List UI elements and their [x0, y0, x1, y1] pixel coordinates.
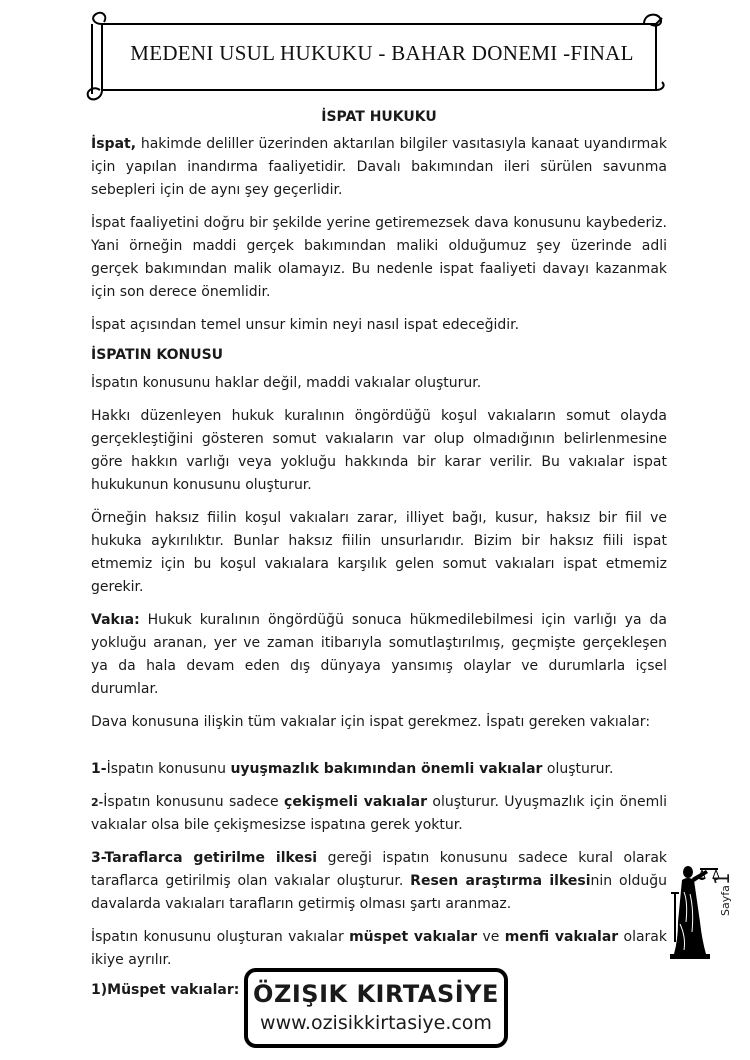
- document-title: MEDENI USUL HUKUKU - BAHAR DONEMI -FINAL: [130, 41, 634, 65]
- paragraph-konusu-2: Hakkı düzenleyen hukuk kuralının öngördüğü koşul vakıaların somut olayda gerçekleştiğini gösteren somut vakıaların var olup olmadığının belirlenmesine göre hakkın varlığı veya yokluğu hakkında bir karar verilir. Bu vakıalar ispat hukukunun konusunu oluşturur.: [91, 408, 667, 493]
- paragraph-konusu-5: Dava konusuna ilişkin tüm vakıalar için ispat gerekmez. İspatı gereken vakıalar:: [91, 714, 651, 730]
- footer-website: www.ozisikkirtasiye.com: [260, 1012, 492, 1034]
- paragraph-ispat-basic: İspat açısından temel unsur kimin neyi nasıl ispat edeceğidir.: [91, 317, 520, 333]
- list-item-3: 3-Taraflarca getirilme ilkesi gereği ispatın konusunu sadece kural olarak taraflarca getirilmiş olan vakıalar oluşturur. Resen araştırma ilkesinin olduğu davalarda vakıaları tarafların getirmiş olması şartı aranmaz.: [91, 850, 668, 912]
- footer-brand-box: [244, 968, 508, 1048]
- subheading-muspet-vakialar: 1)Müspet vakıalar:: [91, 982, 240, 998]
- term-ispat: İspat,: [91, 136, 137, 152]
- title-banner: [84, 10, 670, 102]
- list-item-2: 2-İspatın konusunu sadece çekişmeli vakıalar oluşturur. Uyuşmazlık için önemli vakıalar olsa bile çekişmesizse ispatına gerek yoktur.: [91, 794, 667, 833]
- document-body: [91, 109, 667, 1007]
- term-vakia: Vakıa:: [91, 612, 140, 628]
- paragraph-ispat-definition: İspat, hakimde deliller üzerinden aktarılan bilgiler vasıtasıyla kanaat uyandırmak için yapılan inandırma faaliyetidir. Davalı bakımından ileri sürülen savunma sebepleri için de aynı şey geçerlidir.: [91, 136, 667, 198]
- page-number: Sayfa1: [710, 872, 734, 916]
- section-heading-ispat-hukuku: İSPAT HUKUKU: [321, 109, 437, 125]
- list-item-1: 1-İspatın konusunu uyuşmazlık bakımından önemli vakıalar oluşturur.: [91, 761, 614, 777]
- paragraph-ispat-importance: İspat faaliyetini doğru bir şekilde yerine getiremezsek dava konusunu kaybederiz. Yani örneğin maddi gerçek bakımından maliki olduğumuz şey üzerinde adli gerçek bakımından malik olamayız. Bu nedenle ispat faaliyeti davayı kazanmak için son derece önemlidir.: [91, 215, 667, 300]
- paragraph-vakia-definition: Vakıa: Hukuk kuralının öngördüğü sonuca hükmedilebilmesi için varlığı ya da yokluğu aranan, yer ve zaman itibarıyla somutlaştırılmış, geçmişte gerçekleşen ya da hala devam eden dış dünyaya yansımış olaylar ve durumlarla içsel durumlar.: [91, 612, 667, 697]
- paragraph-konusu-1: İspatın konusunu haklar değil, maddi vakıalar oluşturur.: [91, 375, 482, 391]
- section-heading-ispatin-konusu: İSPATIN KONUSU: [91, 347, 224, 363]
- paragraph-konusu-3: Örneğin haksız fiilin koşul vakıaları zarar, illiyet bağı, kusur, haksız bir fiil ve hukuka aykırılıktır. Bunlar haksız fiilin unsurlarıdır. Bizim bir haksız fiili ispat etmemiz için bu koşul vakıalara karşılık gelen somut vakıaları ispat etmemiz gerekir.: [91, 510, 667, 595]
- footer-brand-name: ÖZIŞIK KIRTASİYE: [253, 980, 499, 1008]
- paragraph-vakia-types: İspatın konusunu oluşturan vakıalar müspet vakıalar ve menfi vakıalar olarak ikiye ayrılır.: [91, 929, 667, 968]
